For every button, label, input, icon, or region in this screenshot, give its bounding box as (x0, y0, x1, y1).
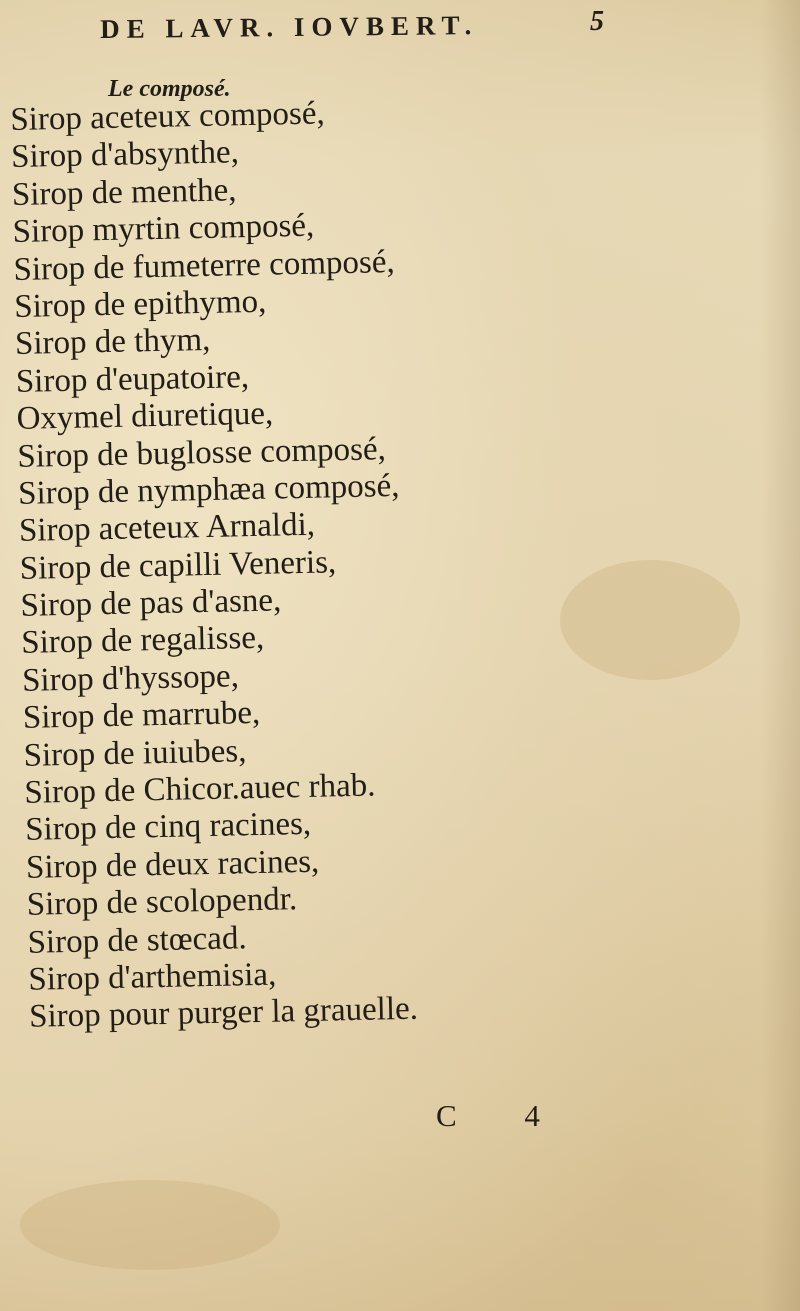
list-item: Sirop de buglosse composé, (17, 430, 387, 475)
paper-stain (20, 1180, 280, 1270)
section-heading: Le composé. (108, 76, 231, 102)
list-item: Sirop de Chicor.auec rhab. (24, 767, 376, 811)
list-item: Sirop aceteux Arnaldi, (18, 507, 316, 550)
list-item: Sirop de capilli Veneris, (19, 543, 337, 587)
list-item: Sirop de scolopendr. (26, 881, 298, 924)
list-item: Sirop de nymphæa composé, (17, 467, 400, 512)
list-item: Sirop myrtin composé, (12, 207, 315, 251)
list-item: Sirop d'hyssope, (21, 658, 240, 699)
list-item: Sirop aceteux composé, (10, 95, 326, 138)
page-number: 5 (590, 6, 604, 37)
paper-stain (560, 560, 740, 680)
page-edge-shadow (760, 0, 800, 1311)
list-item: Sirop d'eupatoire, (15, 358, 250, 400)
list-item: Sirop de marrube, (22, 695, 261, 737)
list-item: Sirop de pas d'asne, (20, 582, 282, 624)
list-item: Sirop de cinq racines, (24, 806, 312, 849)
list-item: Sirop de fumeterre composé, (13, 243, 396, 288)
list-item: Sirop de deux racines, (25, 843, 320, 886)
list-item: Sirop de epithymo, (13, 283, 267, 325)
list-item: Sirop d'arthemisia, (28, 956, 277, 998)
list-item: Sirop de stœcad. (27, 919, 247, 961)
list-item: Sirop de regalisse, (20, 620, 265, 662)
list-item: Sirop de iuiubes, (23, 732, 247, 774)
list-item: Sirop de menthe, (11, 172, 237, 213)
list-item: Oxymel diuretique, (16, 395, 274, 438)
remedy-list (10, 94, 418, 1037)
list-item: Sirop de thym, (14, 322, 211, 363)
list-item: Sirop pour purger la grauelle. (28, 991, 419, 1036)
list-item: Sirop d'absynthe, (10, 134, 240, 176)
running-title: DE LAVR. IOVBERT. (100, 10, 479, 44)
signature-mark: C 4 (436, 1098, 570, 1133)
